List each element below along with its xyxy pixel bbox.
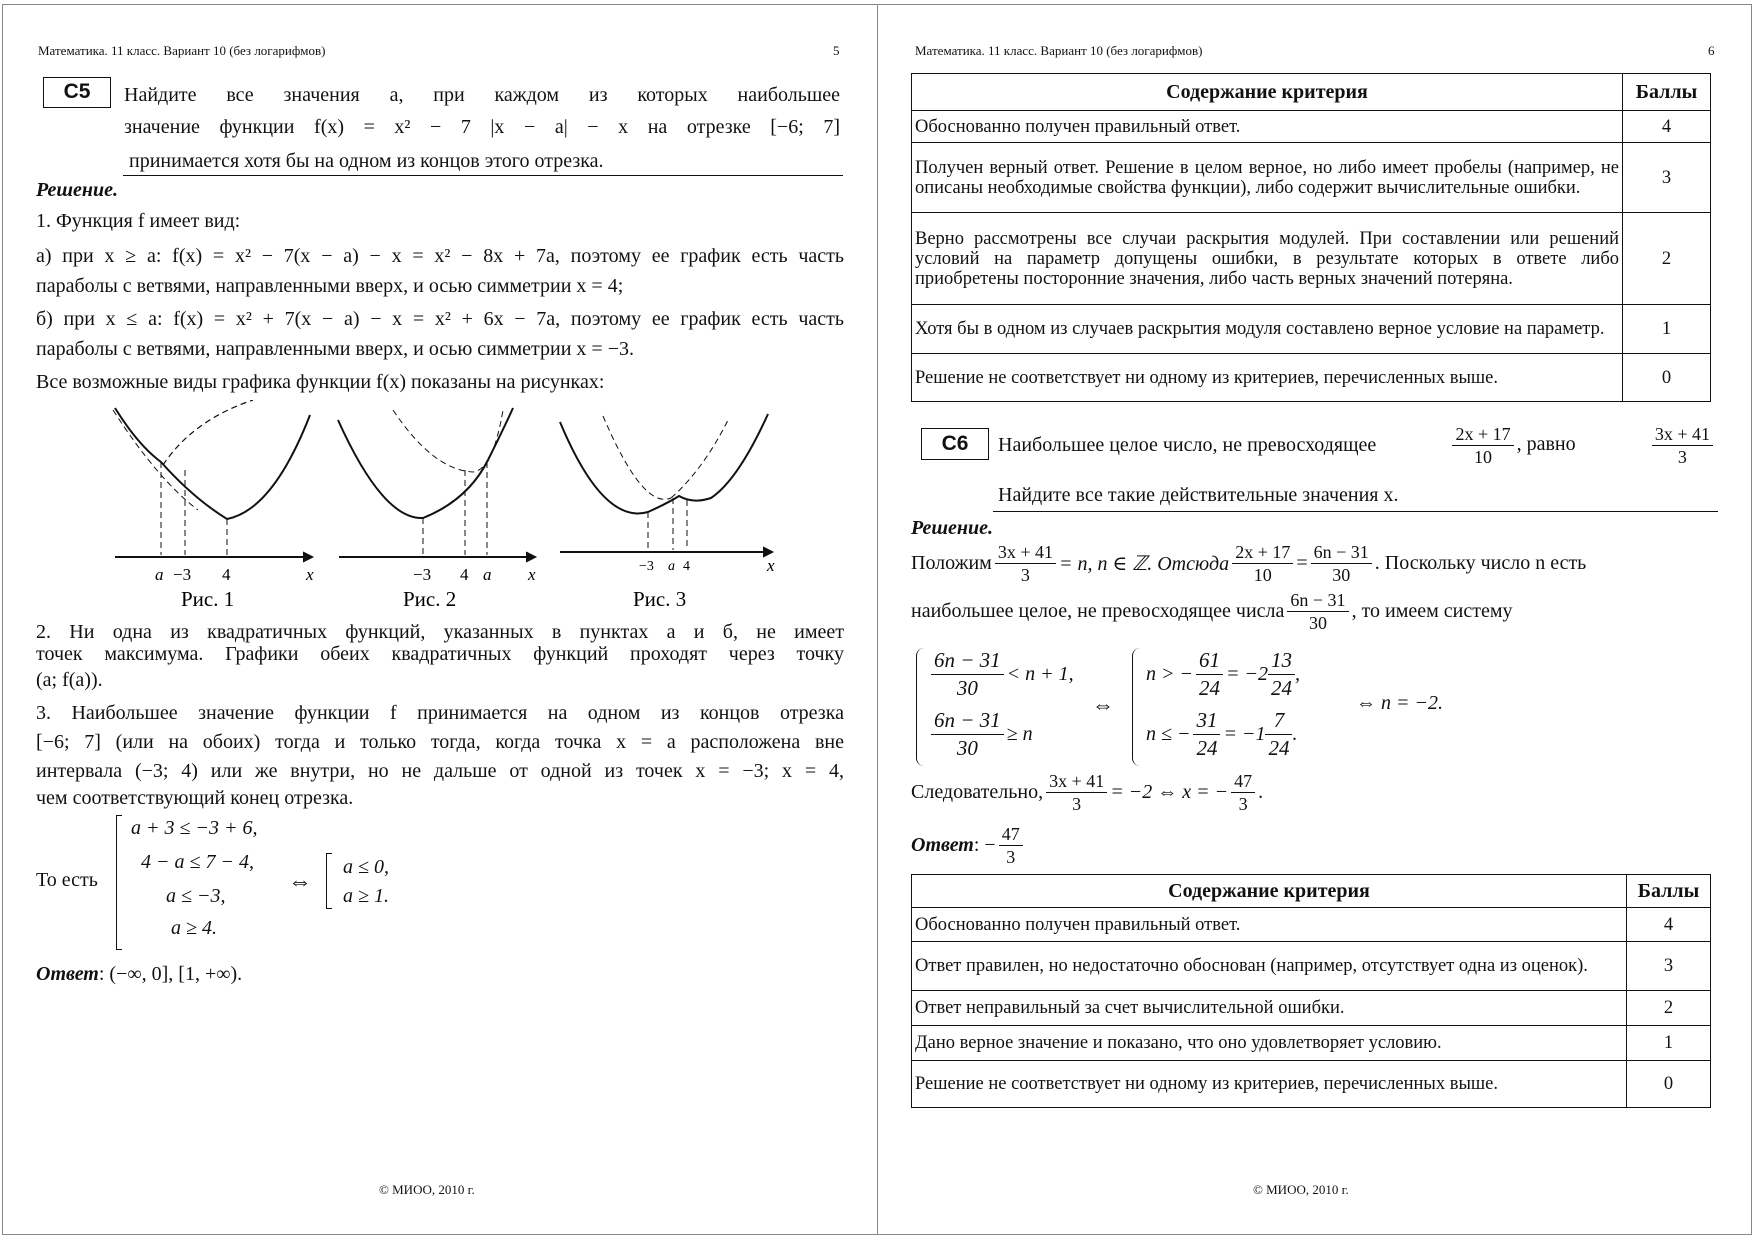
task-line: Наибольшее целое число, не превосходящее $\frac{2x + 17}{10}$ , равно $\frac{3x + 41}{3}$ bbox=[998, 423, 1716, 468]
page-number: 5 bbox=[833, 43, 840, 58]
equiv-symbol: ⇔ bbox=[1092, 692, 1114, 717]
label-to-est: То есть bbox=[36, 869, 98, 891]
para: параболы с ветвями, направленными вверх, и осью симметрии x = 4; bbox=[36, 275, 624, 297]
table-row: Обоснованно получен правильный ответ. 4 bbox=[912, 111, 1711, 143]
dashed-parabola bbox=[163, 400, 253, 465]
para: точек максимума. Графики обеих квадратичных функций проходят через точку bbox=[36, 643, 844, 665]
system-line: a + 3 ≤ −3 + 6, bbox=[131, 817, 258, 839]
para: 3. Наибольшее значение функции f принимается на одном из концов отрезка bbox=[36, 702, 844, 724]
graph-curve bbox=[115, 408, 310, 519]
answer: Ответ : − $\frac{47}{3}$ bbox=[911, 823, 1026, 868]
page-left bbox=[2, 4, 878, 1235]
tick-label: −3 bbox=[173, 565, 192, 584]
dashed-parabola bbox=[671, 420, 728, 498]
column-header: Баллы bbox=[1627, 875, 1711, 908]
tick-label: 4 bbox=[460, 565, 469, 584]
system-line: n ≤ − $\frac{31}{24}$ = −1 $\frac{7}{24}$ . bbox=[1146, 708, 1298, 760]
curly-brace bbox=[1132, 648, 1140, 766]
axis-arrow bbox=[526, 552, 536, 562]
system-line: 4 − a ≤ 7 − 4, bbox=[141, 851, 254, 873]
system-line: a ≤ −3, bbox=[166, 885, 226, 907]
system-line: a ≥ 4. bbox=[171, 917, 217, 939]
column-header: Баллы bbox=[1623, 74, 1711, 111]
solution-heading: Решение. bbox=[36, 179, 119, 201]
para: [−6; 7] (или на обоих) тогда и только тогда, когда точка x = a расположена вне bbox=[36, 731, 844, 753]
footer: © МИОО, 2010 г. bbox=[1253, 1182, 1349, 1197]
answer: Ответ: (−∞, 0], [1, +∞). bbox=[36, 963, 243, 985]
system-result: ⇔ n = −2. bbox=[1356, 692, 1443, 714]
figure-caption: Рис. 2 bbox=[403, 587, 457, 611]
para: (a; f(a)). bbox=[36, 669, 103, 691]
task-line: принимается хотя бы на одном из концов этого отрезка. bbox=[129, 150, 604, 172]
figure-3 bbox=[560, 414, 773, 557]
para: б) при x ≤ a: f(x) = x² + 7(x − a) − x = x² + 6x − 7a, поэтому ее график есть часть bbox=[36, 308, 844, 330]
para: параболы с ветвями, направленными вверх, и осью симметрии x = −3. bbox=[36, 338, 634, 360]
para: 2. Ни одна из квадратичных функций, указанных в пунктах a и б, не имеет bbox=[36, 621, 844, 643]
column-header: Содержание критерия bbox=[912, 875, 1627, 908]
result-line: a ≤ 0, bbox=[343, 856, 389, 878]
table-row: Решение не соответствует ни одному из критериев, перечисленных выше. 0 bbox=[912, 354, 1711, 402]
tick-label: 4 bbox=[222, 565, 231, 584]
tick-label: a bbox=[483, 565, 492, 584]
figure-caption: Рис. 3 bbox=[633, 587, 687, 611]
page-number: 6 bbox=[1708, 43, 1715, 58]
task-label-c6: C6 bbox=[921, 428, 989, 460]
tick-label: a bbox=[155, 565, 164, 584]
figures bbox=[3, 400, 879, 615]
page-header: Математика. 11 класс. Вариант 10 (без логарифмов) bbox=[915, 43, 1203, 58]
task-line: значение функции f(x) = x² − 7 |x − a| − x на отрезке [−6; 7] bbox=[124, 116, 840, 138]
dashed-guide bbox=[648, 498, 687, 550]
task-label-c5: C5 bbox=[43, 77, 111, 108]
page-right bbox=[877, 4, 1752, 1235]
axis-arrow bbox=[303, 552, 313, 562]
axis-label: x bbox=[306, 565, 314, 584]
divider bbox=[993, 511, 1718, 512]
criteria-table-c5 bbox=[911, 73, 1711, 402]
figure-caption: Рис. 1 bbox=[181, 587, 235, 611]
square-bracket bbox=[326, 853, 332, 909]
dashed-guide bbox=[161, 462, 227, 555]
para: чем соответствующий конец отрезка. bbox=[36, 787, 354, 809]
solution-heading: Решение. bbox=[911, 517, 994, 539]
axis-label: x bbox=[528, 565, 536, 584]
column-header: Содержание критерия bbox=[912, 74, 1623, 111]
criteria-table-c6 bbox=[911, 874, 1711, 1108]
table-row: Получен верный ответ. Решение в целом верное, но либо имеет пробелы (например, не описаны необходимые свойства функции), либо содержит вычислительные ошибки. 3 bbox=[912, 143, 1711, 213]
solution-line: Следовательно, $\frac{3x + 41}{3}$ = −2 ⇔ x = − $\frac{47}{3}$ . bbox=[911, 771, 1264, 814]
curly-brace bbox=[916, 648, 924, 766]
table-row: Верно рассмотрены все случаи раскрытия модулей. При составлении или решений условий на параметр допущены ошибки, в результате которых в ответе либо приобретены посторонние значения, либо часть верных значений потеряна. 2 bbox=[912, 213, 1711, 305]
tick-label: −3 bbox=[413, 565, 432, 584]
table-row: Хотя бы в одном из случаев раскрытия модуля составлено верное условие на параметр. 1 bbox=[912, 305, 1711, 354]
para: Все возможные виды графика функции f(x) показаны на рисунках: bbox=[36, 371, 605, 393]
table-row: Обоснованно получен правильный ответ. 4 bbox=[912, 908, 1711, 942]
system-line: $\frac{6n - 31}{30}$ < n + 1, bbox=[928, 647, 1074, 702]
para: а) при x ≥ a: f(x) = x² − 7(x − a) − x = x² − 8x + 7a, поэтому ее график есть часть bbox=[36, 245, 844, 267]
axis-label: x bbox=[767, 556, 775, 575]
figure-2 bbox=[338, 408, 536, 562]
table-row: Ответ правилен, но недостаточно обоснован (например, отсутствует одна из оценок). 3 bbox=[912, 942, 1711, 991]
table-row: Решение не соответствует ни одному из критериев, перечисленных выше. 0 bbox=[912, 1061, 1711, 1108]
result-line: a ≥ 1. bbox=[343, 885, 389, 907]
dashed-parabola bbox=[603, 416, 671, 499]
figure-1 bbox=[113, 400, 313, 562]
task-line: Найдите все такие действительные значения x. bbox=[998, 484, 1399, 506]
para: 1. Функция f имеет вид: bbox=[36, 210, 241, 232]
tick-label: −3 bbox=[639, 559, 654, 574]
system-line: $\frac{6n - 31}{30}$ ≥ n bbox=[928, 707, 1033, 762]
tick-label: 4 bbox=[683, 559, 690, 574]
square-bracket bbox=[116, 815, 122, 950]
system-line: n > − $\frac{61}{24}$ = −2 $\frac{13}{24}$ , bbox=[1146, 648, 1300, 700]
footer: © МИОО, 2010 г. bbox=[379, 1182, 475, 1197]
solution-line: Положим $\frac{3x + 41}{3}$ = n, n ∈ ℤ. Отсюда $\frac{2x + 17}{10}$ = $\frac{6n - 31}{30}$ . Поскольку число n есть bbox=[911, 542, 1587, 585]
solution-line: наибольшее целое, не превосходящее числа $\frac{6n - 31}{30}$ , то имеем систему bbox=[911, 590, 1513, 633]
para: интервала (−3; 4) или же внутри, но не дальше от одной из точек x = −3; x = 4, bbox=[36, 760, 844, 782]
equiv-symbol: ⇔ bbox=[288, 869, 312, 895]
graph-curve bbox=[560, 414, 768, 513]
tick-label: a bbox=[668, 559, 675, 574]
divider bbox=[123, 175, 843, 176]
table-row: Дано верное значение и показано, что оно удовлетворяет условию. 1 bbox=[912, 1026, 1711, 1061]
table-row: Ответ неправильный за счет вычислительной ошибки. 2 bbox=[912, 991, 1711, 1026]
task-line: Найдите все значения a, при каждом из которых наибольшее bbox=[124, 84, 840, 106]
page-header: Математика. 11 класс. Вариант 10 (без логарифмов) bbox=[38, 43, 326, 58]
